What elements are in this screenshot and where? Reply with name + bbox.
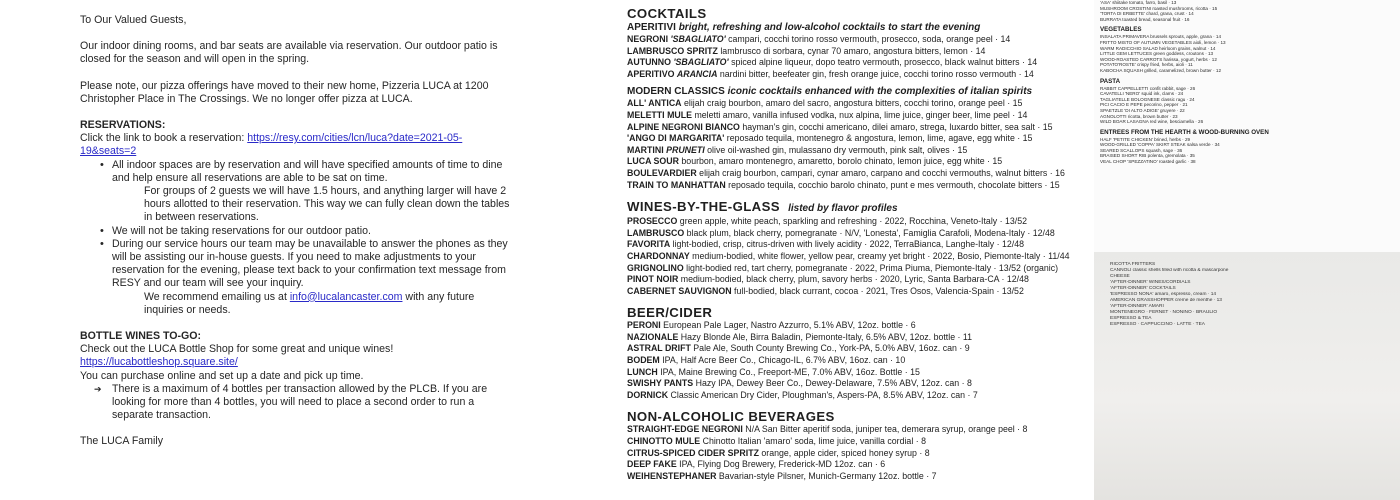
scan-menu-line: SEARED SCALLOPS squash, sage · 36	[1100, 147, 1183, 153]
scan-menu-line: 'ESPRESSO NONA' amaro, espresso, cream · 14	[1110, 292, 1217, 297]
beer-item-desc: Classic American Dry Cider, Ploughman's, Aspers-PA, 8.5% ABV, 12oz. can · 7	[668, 389, 978, 400]
scan-section-heading: VEGETABLES	[1100, 26, 1142, 34]
scan-menu-line: CAVATELLI 'NERO' squid ink, clams · 24	[1100, 91, 1184, 97]
na-beverage-item-name: STRAIGHT-EDGE NEGRONI	[627, 424, 743, 435]
modern-classic-item	[627, 133, 1077, 145]
wine-item-desc: medium-bodied, black cherry, plum, savory herbs · 2020, Lyric, Santa Barbara-CA · 12/48	[678, 274, 1029, 285]
wine-item	[627, 228, 1077, 240]
modern-classic-item-name-italic: PRUNETI	[666, 144, 705, 155]
wine-item-name: FAVORITA	[627, 239, 671, 250]
modern-classic-item-name: 'ANGO DI MARGARITA'	[627, 133, 725, 144]
wine-item	[627, 216, 1077, 228]
beer-item-name: BODEM	[627, 355, 660, 366]
aperitivi-label: APERITIVI	[627, 22, 676, 33]
wine-item-desc: black plum, black cherry, pomegranate · N/V, 'Lonesta', Famiglia Carafoli, Modena-Italy · 12/48	[684, 227, 1055, 238]
beer-item	[627, 332, 1077, 344]
wine-item-desc: light-bodied red, tart cherry, pomegranate · 2022, Prima Piuma, Piemonte-Italy · 13/52 (organic)	[683, 262, 1059, 273]
modern-classic-item-desc: reposado tequila, cocchio barolo chinato, punt e mes vermouth, chocolate bitters · 15	[725, 179, 1060, 190]
modern-classics-subtitle: iconic cocktails enhanced with the complexities of italian spirits	[727, 86, 1033, 98]
reservation-bullet-time: • All indoor spaces are by reservation and will have specified amounts of time to dine and help ensure all reservations are able to be sat on time.	[80, 159, 510, 185]
na-list	[627, 424, 1077, 482]
beer-item-desc: Pale Ale, South County Brewing Co., York-PA, 5.0% ABV, 16oz. can · 9	[690, 343, 970, 354]
wines-heading	[627, 199, 1077, 216]
bottle-pickup-text: You can purchase online and set up a date and pick up time.	[80, 369, 364, 382]
modern-classics-label: MODERN CLASSICS	[627, 86, 725, 98]
na-beverage-item-name: WEIHENSTEPHANER	[627, 470, 717, 481]
scan-menu-line: CHEESE	[1110, 274, 1130, 279]
beer-item-desc: Hazy IPA, Dewey Beer Co., Dewey-Delaware, 7.5% ABV, 12oz. can · 8	[693, 378, 972, 389]
scan-menu-line: WARM RADICCHIO SALAD heirloom grains, walnut · 14	[1100, 45, 1216, 51]
wine-list	[627, 216, 1077, 297]
scan-menu-line: HALF 'PETITE CHICKEN' brined, herbs · 29	[1100, 136, 1191, 142]
beer-item-name: NAZIONALE	[627, 331, 679, 342]
modern-classic-item-desc: hayman's gin, cocchi americano, dilei amaro, strega, luxardo bitter, sea salt · 15	[739, 121, 1053, 132]
na-beverage-item	[627, 471, 1077, 483]
aperitivo-item-name: NEGRONI	[627, 34, 671, 44]
scan-menu-line: WILD BOAR LASAGNA red wine, besciamella · 26	[1100, 119, 1204, 125]
aperitivo-item-name: APERITIVO	[627, 68, 677, 79]
scan-menu-line: FRITTO MISTO OF AUTUMN VEGETABLES aioli, lemon · 13	[1100, 39, 1226, 45]
signoff: The LUCA Family	[80, 435, 164, 448]
modern-classics-list	[627, 98, 1077, 191]
scan-menu-line: POTATO'ROSTE' crispy fried, herbs, aioli · 11	[1100, 62, 1193, 68]
modern-classic-item	[627, 122, 1077, 134]
scan-menu-line: PICI CACIO E PEPE pecorino, pepper · 21	[1100, 102, 1188, 108]
scan-menu-line: BURRATA toasted bread, seasonal fruit · 16	[1100, 16, 1190, 22]
modern-classic-item-desc: olive oil-washed gin, mulassano dry vermouth, pink salt, olives · 15	[704, 144, 968, 155]
aperitivo-item-desc: lambrusco di sorbara, cynar 70 amaro, angostura bitters, lemon · 14	[717, 45, 986, 56]
aperitivo-item-name-italic: ARANCIA	[676, 68, 718, 79]
na-beverage-item	[627, 436, 1077, 448]
wine-item-name: PROSECCO	[627, 216, 678, 227]
greeting: To Our Valued Guests,	[80, 14, 187, 26]
scan-menu-line: 'TORTA DI ERBETTE' chard, grana, crust · 14	[1100, 11, 1194, 17]
email-text-b: with any future inquiries or needs.	[144, 290, 475, 316]
scan-menu-line: MONTENEGRO · FERNET · NONINO · BRAULIO	[1110, 310, 1218, 315]
beer-list	[627, 320, 1077, 401]
scan-menu-line: INSALATA PRIMAVERA brussels sprouts, apple, grana · 14	[1100, 34, 1222, 40]
scan-menu-line: 'AFTER-DINNER' COCKTAILS	[1110, 286, 1176, 291]
scan-menu-line: WOOD-ROASTED CARROTS harissa, yogurt, herbs · 12	[1100, 56, 1217, 62]
beer-item-name: SWISHY PANTS	[627, 378, 694, 389]
modern-classic-item-name: MARTINI	[627, 144, 667, 155]
na-beverage-item	[627, 424, 1077, 436]
modern-classic-item-desc: bourbon, amaro montenegro, amaretto, borolo chinato, lemon juice, egg white · 15	[678, 156, 1003, 167]
beer-title: BEER/CIDER	[627, 305, 713, 321]
na-beverage-item-desc: IPA, Flying Dog Brewery, Frederick-MD 12oz. can · 6	[676, 459, 886, 470]
na-beverage-item-desc: Chinotto Italian 'amaro' soda, lime juice, vanilla cordial · 8	[700, 436, 926, 447]
bottle-shop-link[interactable]: https://lucabottleshop.square.site/	[80, 356, 238, 369]
modern-classic-item-name: TRAIN TO MANHATTAN	[627, 179, 726, 190]
scan-menu-line: ESPRESSO & TEA	[1110, 316, 1152, 321]
beer-item-name: LUNCH	[627, 366, 658, 377]
letter-column	[80, 14, 510, 462]
aperitivi-list	[627, 34, 1077, 80]
reservations-intro	[80, 132, 510, 158]
scan-menu-line: 'ASA' shiitake tomato, farro, basil · 13	[1100, 0, 1177, 5]
beer-item	[627, 320, 1077, 332]
wine-item-name: CABERNET SAUVIGNON	[627, 285, 732, 296]
scan-menu-line: CANNOLI classic shells filled with ricotta & mascarpone	[1110, 268, 1229, 273]
reservation-bullet-phones: • During our service hours our team may be unavailable to answer the phones as they will be assisting our in-house guests. If you need to make adjustments to your reservation for the evening, please text back to your confirmation text message from RESY and our team will see your inquiry.	[80, 238, 510, 291]
scan-menu-line: TAGLIATELLE BOLOGNESE classic ragu · 24	[1100, 96, 1195, 102]
scanned-food-menu	[1094, 0, 1400, 500]
modern-classic-item-desc: reposado tequila, montenegro & angostura, lemon, lime, agave, egg white · 15	[724, 133, 1033, 144]
modern-classic-item-name: MELETTI MULE	[627, 109, 692, 120]
modern-classic-item-name: BOULEVARDIER	[627, 167, 697, 178]
scan-menu-line: RICOTTA FRITTERS	[1110, 262, 1156, 267]
wine-item	[627, 286, 1077, 298]
beer-item	[627, 343, 1077, 355]
beer-item-desc: Hazy Blonde Ale, Birra Baladin, Piemonte-Italy, 6.5% ABV, 12oz. bottle · 11	[678, 331, 973, 342]
na-beverage-item-desc: N/A San Bitter aperitif soda, juniper tea, demerara syrup, orange peel · 8	[742, 424, 1028, 435]
cocktails-title: COCKTAILS	[627, 6, 707, 21]
aperitivo-item-name: LAMBRUSCO SPRITZ	[627, 45, 718, 56]
modern-classic-item-name: LUCA SOUR	[627, 156, 679, 167]
aperitivo-item	[627, 69, 1077, 81]
bottle-heading: BOTTLE WINES TO-GO:	[80, 330, 202, 343]
scan-menu-line: 'AFTER-DINNER' WINES/CORDIALS	[1110, 280, 1191, 285]
scan-top-text	[1100, 0, 1390, 165]
modern-classic-item-desc: elijah craig bourbon, amaro del sacro, angostura bitters, cocchi torino, orange peel · 15	[681, 98, 1023, 109]
drinks-menu	[627, 6, 1077, 482]
scan-menu-line: ESPRESSO · CAPPUCCINO · LATTE · TEA	[1110, 322, 1205, 327]
modern-classic-item	[627, 110, 1077, 122]
wine-item	[627, 251, 1077, 263]
beer-item-name: ASTRAL DRIFT	[627, 343, 691, 354]
modern-classics-heading	[627, 85, 1077, 98]
beer-item	[627, 390, 1077, 402]
scan-menu-line: WOOD-GRILLED 'COPPA' SKIRT STEAK salsa verde · 34	[1100, 142, 1220, 148]
reservation-subbullet-email	[80, 291, 510, 317]
na-beverage-item-desc: Bavarian-style Pilsner, Munich-Germany 12oz. bottle · 7	[716, 470, 937, 481]
email-text-a: We recommend emailing us at	[144, 290, 290, 303]
modern-classic-item	[627, 156, 1077, 168]
wines-title: WINES-BY-THE-GLASS	[627, 199, 780, 215]
wine-item-name: CHARDONNAY	[627, 250, 690, 261]
na-beverage-item	[627, 448, 1077, 460]
aperitivo-item	[627, 34, 1077, 46]
bottle-shop-text: Check out the LUCA Bottle Shop for some great and unique wines!	[80, 343, 394, 356]
aperitivo-item-name-italic: 'SBAGLIATO'	[670, 34, 726, 44]
reservations-intro-text: Click the link to book a reservation:	[80, 132, 248, 145]
scan-menu-line: MUSHROOM CROSTINI roasted mushrooms, ricotta · 15	[1100, 5, 1218, 11]
bottle-limit-note: ➔ There is a maximum of 4 bottles per transaction allowed by the PLCB. If you are looking for more than 4 bottles, you will need to place a second order to run a separate transaction.	[80, 383, 510, 423]
na-beverage-item	[627, 459, 1077, 471]
na-title: NON-ALCOHOLIC BEVERAGES	[627, 409, 835, 425]
wine-item-desc: medium-bodied, white flower, yellow pear, creamy yet bright · 2022, Bosio, Piemonte-Italy · 11/44	[689, 250, 1070, 261]
scan-menu-line: SPAETZLE 'DI ALTO ADIGE' gruyere · 22	[1100, 107, 1185, 113]
wine-item-desc: full-bodied, black currant, cocoa · 2021, Tres Osos, Valencia-Spain · 13/52	[731, 285, 1024, 296]
modern-classic-item	[627, 168, 1077, 180]
pizza-notice: Please note, our pizza offerings have moved to their new home, Pizzeria LUCA at 1200 Christopher Place in The Crossings. We no longer offer pizza at LUCA.	[80, 79, 489, 105]
scan-menu-line: KABOCHA SQUASH grilled, caramelized, brown butter · 12	[1100, 67, 1222, 73]
aperitivo-item	[627, 57, 1077, 69]
modern-classic-item	[627, 180, 1077, 192]
modern-classic-item	[627, 145, 1077, 157]
modern-classic-item	[627, 98, 1077, 110]
scan-menu-line: RABBIT CAPPELLETTI confit rabbit, sage · 26	[1100, 85, 1196, 91]
aperitivi-subtitle: bright, refreshing and low-alcohol cocktails to start the evening	[678, 22, 981, 33]
beer-item	[627, 378, 1077, 390]
wine-item-desc: green apple, white peach, sparkling and refreshing · 2022, Rocchina, Veneto-Italy · 13/52	[677, 216, 1028, 227]
modern-classic-item-desc: meletti amaro, vanilla infused vodka, nux alpina, lime juice, ginger beer, lime peel · 14	[692, 109, 1028, 120]
aperitivo-item-name: AUTUNNO	[627, 57, 674, 68]
modern-classic-item-desc: elijah craig bourbon, campari, cynar amaro, carpano and cocchi vermouths, walnut bitters · 16	[696, 167, 1065, 178]
beer-item-name: DORNICK	[627, 389, 669, 400]
wine-item	[627, 239, 1077, 251]
resy-link[interactable]: https://resy.com/cities/lcn/luca?date=2021-05-19&seats=2	[80, 132, 463, 158]
scan-section-heading: PASTA	[1100, 77, 1121, 85]
na-beverage-item-desc: orange, apple cider, spiced honey syrup · 8	[758, 447, 930, 458]
beer-item	[627, 367, 1077, 379]
beer-item	[627, 355, 1077, 367]
modern-classic-item-name: ALPINE NEGRONI BIANCO	[627, 121, 740, 132]
aperitivo-item-name-italic: 'SBAGLIATO'	[673, 57, 729, 68]
wine-item	[627, 263, 1077, 275]
scan-menu-line: VEAL CHOP 'SPEZZATINO' roasted garlic · 38	[1100, 159, 1196, 165]
beer-item-desc: IPA, Maine Brewing Co., Freeport-ME, 7.0% ABV, 16oz. Bottle · 15	[657, 366, 920, 377]
na-beverage-item-name: CITRUS-SPICED CIDER SPRITZ	[627, 447, 759, 458]
wine-item-name: LAMBRUSCO	[627, 227, 685, 238]
scan-menu-line: AGNOLOTTI ricotta, brown butter · 23	[1100, 113, 1178, 119]
scan-bottom-text	[1110, 262, 1390, 328]
email-link[interactable]: info@lucalancaster.com	[289, 290, 403, 303]
aperitivi-heading	[627, 21, 1077, 34]
aperitivo-item-desc: spiced alpine liqueur, dopo teatro vermouth, prosecco, black walnut bitters · 14	[728, 57, 1038, 68]
wines-subtitle: listed by flavor profiles	[788, 203, 898, 215]
beer-item-name: PERONI	[627, 320, 661, 331]
wine-item-name: PINOT NOIR	[627, 274, 679, 285]
scan-menu-line: 'AFTER-DINNER' AMARI	[1110, 304, 1164, 309]
aperitivo-item	[627, 46, 1077, 58]
reservation-bullet-patio: • We will not be taking reservations for our outdoor patio.	[80, 225, 510, 238]
modern-classic-item-name: ALL' ANTICA	[627, 98, 682, 109]
wine-item	[627, 274, 1077, 286]
wine-item-name: GRIGNOLINO	[627, 262, 684, 273]
na-beverage-item-name: CHINOTTO MULE	[627, 436, 701, 447]
na-beverage-item-name: DEEP FAKE	[627, 459, 677, 470]
scan-section-heading: ENTREES FROM THE HEARTH & WOOD-BURNING OVEN	[1100, 128, 1269, 136]
reservations-heading: RESERVATIONS:	[80, 119, 166, 132]
scan-menu-line: AMERICAN GRASSHOPPER creme de menthe · 13	[1110, 298, 1222, 303]
aperitivo-item-desc: nardini bitter, beefeater gin, fresh orange juice, cocchi torino rosso vermouth · 14	[717, 68, 1034, 79]
scan-menu-line: LITTLE GEM LETTUCES green goddess, croutons · 13	[1100, 51, 1214, 57]
dining-notice: Our indoor dining rooms, and bar seats are available via reservation. Our outdoor patio is closed for the season and will open in the spring.	[80, 40, 498, 66]
reservation-subbullet-groups: For groups of 2 guests we will have 1.5 hours, and anything larger will have 2 hours allotted to their reservation. This way we can fully clean down the tables in between reservations.	[144, 185, 510, 224]
beer-item-desc: European Pale Lager, Nastro Azzurro, 5.1% ABV, 12oz. bottle · 6	[660, 320, 916, 331]
wine-item-desc: light-bodied, crisp, citrus-driven with lively acidity · 2022, TerraBianca, Langhe-Italy · 12/48	[670, 239, 1025, 250]
beer-item-desc: IPA, Half Acre Beer Co., Chicago-IL, 6.7% ABV, 16oz. can · 10	[659, 355, 906, 366]
aperitivo-item-desc: campari, cocchi torino rosso vermouth, prosecco, soda, orange peel · 14	[725, 34, 1011, 44]
scan-menu-line: BRAISED SHORT RIB polenta, gremolata · 35	[1100, 153, 1195, 159]
